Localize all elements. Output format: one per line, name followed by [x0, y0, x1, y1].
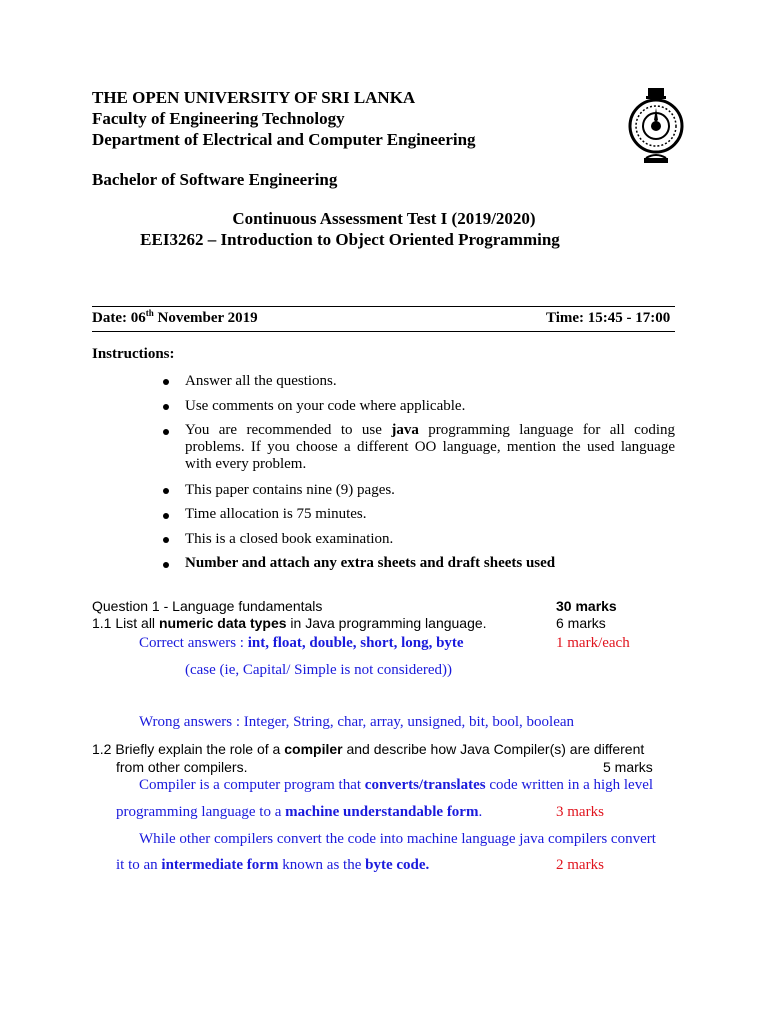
instruction-item: Number and attach any extra sheets and draft sheets used	[185, 555, 556, 571]
answer-line: it to an intermediate form known as the byte code.	[116, 857, 430, 873]
answer-line: Compiler is a computer program that converts/translates code written in a high level	[139, 777, 654, 793]
bullet	[163, 488, 169, 494]
test-title: Continuous Assessment Test I (2019/2020)	[232, 209, 536, 228]
bullet	[163, 537, 169, 543]
top-rule	[92, 306, 675, 307]
answer-marks: 2 marks	[556, 857, 604, 873]
instruction-item: This is a closed book examination.	[185, 531, 394, 547]
instruction-item: Time allocation is 75 minutes.	[185, 506, 367, 522]
program-name: Bachelor of Software Engineering	[92, 170, 338, 189]
question-1-1-marks: 6 marks	[556, 615, 606, 631]
instruction-item: You are recommended to use java programming language for all coding problems. If you choose a different OO language, mention the used language with every problem.	[185, 422, 675, 472]
bottom-rule	[92, 331, 675, 332]
instruction-item: This paper contains nine (9) pages.	[185, 482, 395, 498]
question-1-marks: 30 marks	[556, 598, 617, 614]
wrong-answers: Wrong answers : Integer, String, char, array, unsigned, bit, bool, boolean	[139, 714, 575, 730]
bullet	[163, 404, 169, 410]
bullet	[163, 562, 169, 568]
question-1-title: Question 1 - Language fundamentals	[92, 598, 323, 614]
answer-marks: 3 marks	[556, 804, 604, 820]
question-1-2: 1.2 Briefly explain the role of a compiler and describe how Java Compiler(s) are different	[92, 741, 645, 757]
question-1-1: 1.1 List all numeric data types in Java programming language.	[92, 615, 487, 631]
bullet	[163, 379, 169, 385]
university-name: THE OPEN UNIVERSITY OF SRI LANKA	[92, 88, 416, 107]
bullet	[163, 513, 169, 519]
correct-answers-marks: 1 mark/each	[556, 635, 630, 651]
exam-time: Time: 15:45 - 17:00	[546, 310, 671, 326]
instruction-item: Answer all the questions.	[185, 373, 337, 389]
correct-answers: Correct answers : int, float, double, short, long, byte	[139, 635, 464, 651]
instruction-item: Use comments on your code where applicable.	[185, 398, 466, 414]
instructions-title: Instructions:	[92, 346, 175, 362]
question-1-2-marks: 5 marks	[603, 759, 653, 775]
answer-line: While other compilers convert the code into machine language java compilers convert	[139, 831, 656, 847]
department-name: Department of Electrical and Computer Engineering	[92, 130, 476, 149]
university-crest-icon	[624, 86, 688, 166]
exam-date: Date: 06th November 2019	[92, 308, 258, 326]
faculty-name: Faculty of Engineering Technology	[92, 109, 345, 128]
case-note: (case (ie, Capital/ Simple is not considered))	[185, 662, 453, 678]
answer-line: programming language to a machine understandable form.	[116, 804, 483, 820]
bullet	[163, 429, 169, 435]
question-1-2-line2: from other compilers.	[116, 759, 248, 775]
course-title: EEI3262 – Introduction to Object Oriented Programming	[140, 230, 560, 249]
